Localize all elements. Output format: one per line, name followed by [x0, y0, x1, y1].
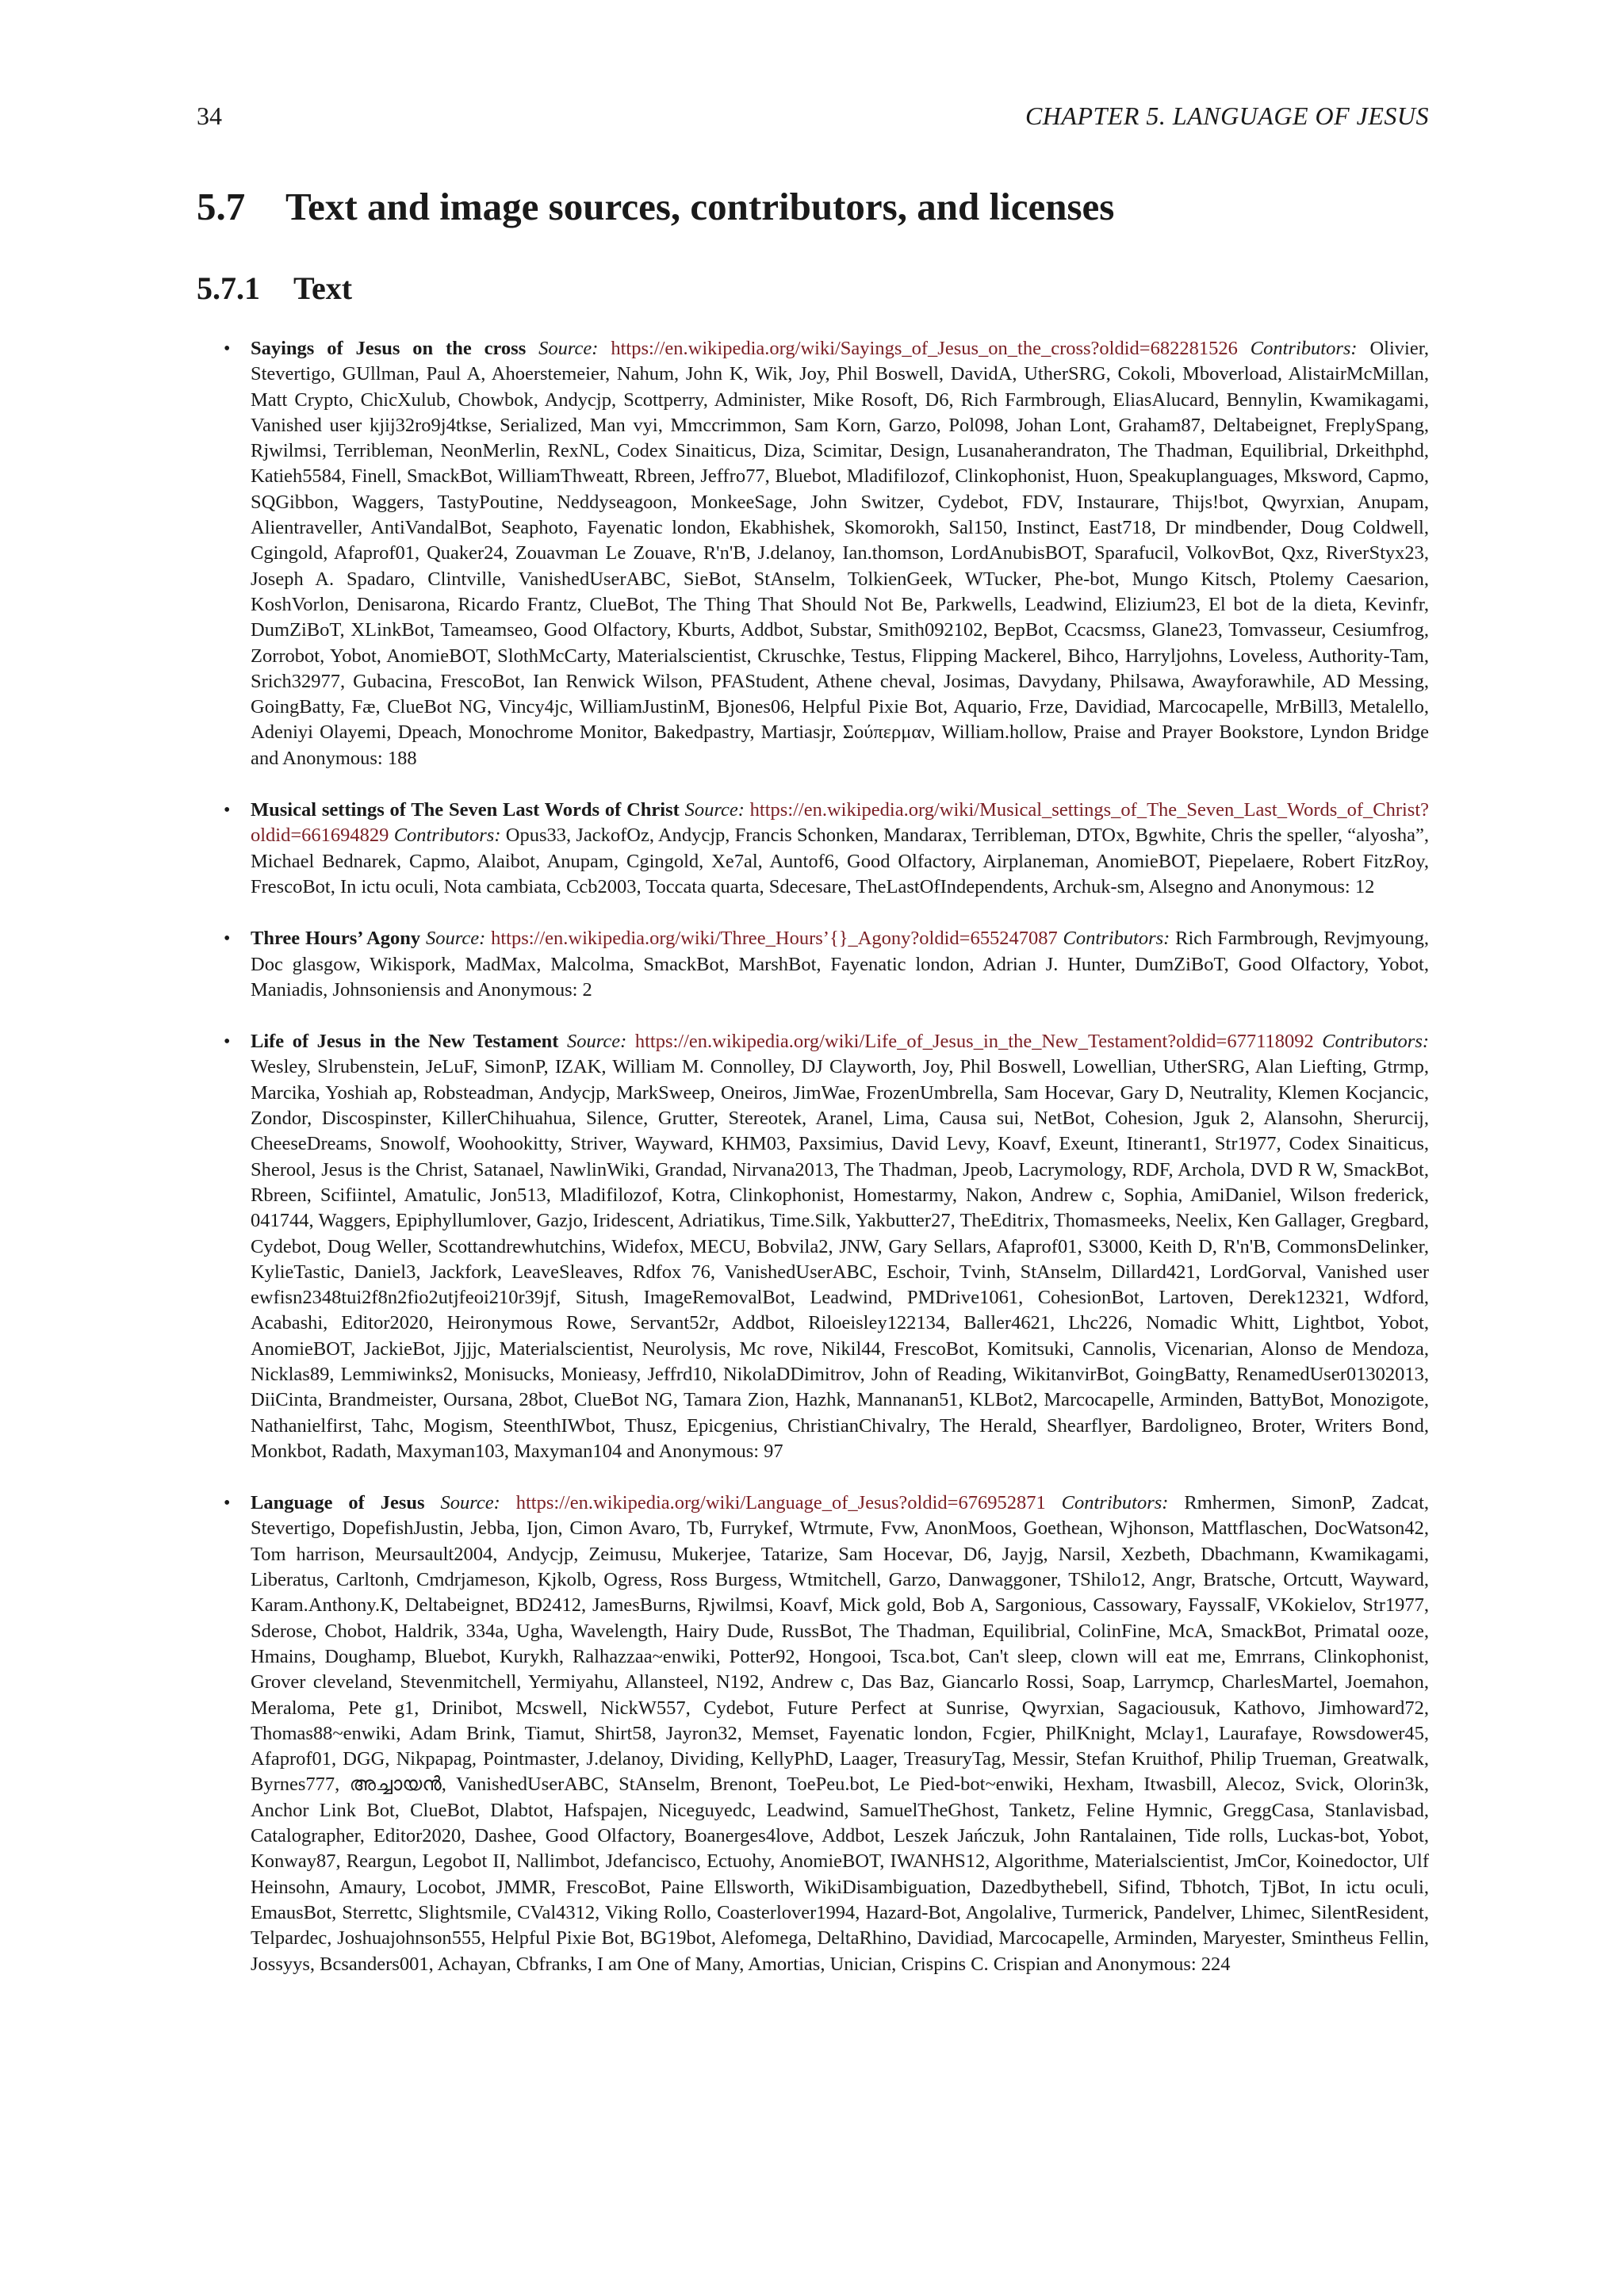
- contributors-label: Contributors:: [1063, 928, 1170, 950]
- text-sources-list: [220, 336, 1429, 2003]
- source-label: Source:: [684, 799, 745, 821]
- entry-title: Musical settings of The Seven Last Words of Christ: [251, 799, 680, 821]
- source-link[interactable]: https://en.wikipedia.org/wiki/Language_of_Jesus?oldid=676952871: [515, 1492, 1046, 1514]
- source-entry: [220, 1490, 1429, 1977]
- entry-title: Language of Jesus: [251, 1492, 425, 1514]
- contributors-label: Contributors:: [1250, 338, 1358, 359]
- entry-title: Three Hours’ Agony: [251, 928, 421, 950]
- source-entry: [220, 926, 1429, 1003]
- entry-title: Sayings of Jesus on the cross: [251, 338, 527, 359]
- source-entry: [220, 336, 1429, 771]
- contributors-text: Olivier, Stevertigo, GUllman, Paul A, Ahoerstemeier, Nahum, John K, Wik, Joy, Phil Boswell, DavidA, UtherSRG, Cokoli, Mboverload, AlistairMcMillan, Matt Crypto, ChicXulub, Chowbok, Andycjp, Scottperry, Administer, Mike Rosoft, D6, Rich Farmbrough, EliasAlucard, Bennylin, Kwamikagami, Vanished user kjij32ro9j4tkse, Serialized, Man vyi, Mmccrimmon, Sam Korn, Garzo, Pol098, Johan Lont, Graham87, Deltabeignet, FreplySpang, Rjwilmsi, Terribleman, NeonMerlin, RexNL, Codex Sinaiticus, Diza, Scimitar, Design, Lusanaherandraton, The Thadman, Equilibrial, Drkeithphd, Katieh5584, Finell, SmackBot, WilliamThweatt, Rbreen, Jeffro77, Bluebot, Mladifilozof, Clinkophonist, Huon, Speakuplanguages, Mksword, Capmo, SQGibbon, Waggers, TastyPoutine, Neddyseagoon, MonkeeSage, John Switzer, Cydebot, FDV, Instaurare, Thijs!bot, Qwyrxian, Anupam, Alientraveller, AntiVandalBot, Seaphoto, Fayenatic london, Ekabhishek, Skomorokh, Sal150, Instinct, East718, Dr mindbender, Doug Coldwell, Cgingold, Afaprof01, Quaker24, Zouavman Le Zouave, R'n'B, J.delanoy, Ian.thomson, LordAnubisBOT, Sparafucil, VolkovBot, Qxz, RiverStyx23, Joseph A. Spadaro, Clintville, VanishedUserABC, SieBot, StAnselm, TolkienGeek, WTucker, Phe-bot, Mungo Kitsch, Ptolemy Caesarion, KoshVorlon, Denisarona, Ricardo Frantz, ClueBot, The Thing That Should Not Be, Parkwells, Leadwind, Elizium23, El bot de la dieta, Kevinfr, DumZiBoT, XLinkBot, Tameamseo, Good Olfactory, Kburts, Addbot, Substar, Smith092102, BepBot, Ccacsmss, Glane23, Tomvasseur, Cesiumfrog, Zorrobot, Yobot, AnomieBOT, SlothMcCarty, Materialscientist, Ckruschke, Testus, Flipping Mackerel, Bihco, Harryljohns, Loveless, Authority-Tam, Srich32977, Gubacina, FrescoBot, Ian Renwick Wilson, PFAStudent, Athene cheval, Josimas, Davydany, Philsawa, Awayforawhile, AD Messing, GoingBatty, Fæ, ClueBot NG, Vincy4jc, WilliamJustinM, Bjones06, Helpful Pixie Bot, Aquario, Frze, Davidiad, Marcocapelle, MrBill3, Metalello, Adeniyi Olayemi, Dpeach, Monochrome Monitor, Bakedpastry, Martiasjr, Σούπερμαν, William.hollow, Praise and Prayer Bookstore, Lyndon Bridge and Anonymous: 188: [251, 338, 1430, 769]
- bullet-icon: •: [224, 1493, 231, 1514]
- contributors-text: Rich Farmbrough, Revjmyoung, Doc glasgow, Wikispork, MadMax, Malcolma, SmackBot, MarshBot, Fayenatic london, Adrian J. Hunter, DumZiBoT, Good Olfactory, Yobot, Maniadis, Johnsoniensis and Anonymous: 2: [251, 928, 1429, 1001]
- contributors-text: Wesley, Slrubenstein, JeLuF, SimonP, IZAK, William M. Connolley, DJ Clayworth, Joy, Phil Boswell, Lowellian, UtherSRG, Alan Liefting, Gtrmp, Marcika, Yoshiah ap, Robsteadman, Andycjp, MarkSweep, Oneiros, JimWae, FrozenUmbrella, Sam Hocevar, Gary D, Neutrality, Klemen Kocjancic, Zondor, Discospinster, KillerChihuahua, Silence, Grutter, Stereotek, Aranel, Lima, Causa sui, NetBot, Cohesion, Jguk 2, Alansohn, Sherurcij, CheeseDreams, Snowolf, Woohookitty, Striver, Wayward, KHM03, Paxsimius, David Levy, Koavf, Exeunt, Itinerant1, Str1977, Codex Sinaiticus, Sherool, Jesus is the Christ, Satanael, NawlinWiki, Grandad, Nirvana2013, The Thadman, Jpeob, Lacrymology, RDF, Archola, DVD R W, SmackBot, Rbreen, Scifiintel, Amatulic, Jon513, Mladifilozof, Kotra, Clinkophonist, Homestarmy, Nakon, Andrew c, Sophia, AmiDaniel, Wilson frederick, 041744, Waggers, Epiphyllumlover, Gazjo, Iridescent, Adriatikus, Time.Silk, Yakbutter27, TheEditrix, Thomasmeeks, Neelix, Ken Gallager, Gregbard, Cydebot, Doug Weller, Scottandrewhutchins, Widefox, MECU, Bobvila2, JNW, Gary Sellars, Afaprof01, S3000, Keith D, R'n'B, CommonsDelinker, KylieTastic, Daniel3, Jackfork, LeaveSleaves, Rdfox 76, VanishedUserABC, Eschoir, Tvinh, StAnselm, Dillard421, LordGorval, Vanished user ewfisn2348tui2f8n2fio2utjfeoi210r39jf, Sitush, ImageRemovalBot, Leadwind, PMDrive1061, CohesionBot, Lartoven, Derek12321, Wdford, Acabashi, Editor2020, Heironymous Rowe, Servant52r, Addbot, Riloeisley122134, Baller4621, Lhc226, Nomadic Whitt, Lightbot, Yobot, AnomieBOT, JackieBot, Jjjjc, Materialscientist, Neurolysis, Mc rove, Nikil44, FrescoBot, Komitsuki, Cannolis, Vicenarian, Alonso de Mendoza, Nicklas89, Lemmiwinks2, Monisucks, Monieasy, Jeffrd10, NikolaDDimitrov, John of Reading, WikitanvirBot, GoingBatty, RenamedUser01302013, DiiCinta, Brandmeister, Oursana, 28bot, ClueBot NG, Tamara Zion, Hazhk, Mannanan51, KLBot2, Marcocapelle, Arminden, BattyBot, Monozigote, Nathanielfirst, Tahc, Mogism, SteenthIWbot, Thusz, Epicgenius, ChristianChivalry, The Herald, Shearflyer, Bardoligneo, Broter, Writers Bond, Monkbot, Radath, Maxyman103, Maxyman104 and Anonymous: 97: [251, 1056, 1429, 1462]
- subsection-title: [197, 270, 352, 307]
- source-link[interactable]: https://en.wikipedia.org/wiki/Sayings_of_Jesus_on_the_cross?oldid=682281526: [611, 338, 1238, 359]
- contributors-label: Contributors:: [1322, 1031, 1430, 1053]
- section-title-text: Text and image sources, contributors, and licenses: [285, 185, 1115, 228]
- source-entry: [220, 798, 1429, 900]
- running-head: CHAPTER 5. LANGUAGE OF JESUS: [1025, 101, 1429, 130]
- source-link[interactable]: https://en.wikipedia.org/wiki/Three_Hours’{}_Agony?oldid=655247087: [491, 928, 1058, 950]
- contributors-label: Contributors:: [393, 825, 501, 847]
- page-header: [197, 101, 1429, 140]
- source-entry: [220, 1029, 1429, 1464]
- contributors-text: Rmhermen, SimonP, Zadcat, Stevertigo, DopefishJustin, Jebba, Ijon, Cimon Avaro, Tb, Furrykef, Wtrmute, Fvw, AnonMoos, Goethean, Wjhonson, Mattflaschen, DocWatson42, Tom harrison, Meursault2004, Andycjp, Zeimusu, Mukerjee, Tatarize, Sam Hocevar, D6, Jayjg, Narsil, Xezbeth, Dbachmann, Kwamikagami, Liberatus, Carltonh, Cmdrjameson, Kjkolb, Ogress, Ross Burgess, Wtmitchell, Garzo, Danwaggoner, TShilo12, Angr, Bratsche, Ortcutt, Wayward, Karam.Anthony.K, Deltabeignet, BD2412, JamesBurns, Rjwilmsi, Koavf, Mick gold, Bob A, Sargonious, Cassowary, FayssalF, VKokielov, Str1977, Sderose, Chobot, Haldrik, 334a, Ugha, Wavelength, Hairy Dude, RussBot, The Thadman, Equilibrial, ColinFine, McA, SmackBot, Primatal ooze, Hmains, Doughamp, Bluebot, Kurykh, Ralhazzaa~enwiki, Potter92, Hongooi, Tsca.bot, Can't sleep, clown will eat me, Emrrans, Clinkophonist, Grover cleveland, Stevenmitchell, Yermiyahu, Allansteel, N192, Andrew c, Das Baz, Giancarlo Rossi, Soap, Larrymcp, CharlesMartel, Joemahon, Meraloma, Pete g1, Drinibot, Mcswell, NickW557, Cydebot, Future Perfect at Sunrise, Qwyrxian, Sagaciousuk, Kathovo, Jimhoward72, Thomas88~enwiki, Adam Brink, Tiamut, Shirt58, Jayron32, Memset, Fayenatic london, Fcgier, PhilKnight, Mclay1, Laurafaye, Rowsdower45, Afaprof01, DGG, Nikpapag, Pointmaster, J.delanoy, Dividing, KellyPhD, Laager, TreasuryTag, Messir, Stefan Kruithof, Philip Trueman, Greatwalk, Byrnes777, അച്ചായൻ, VanishedUserABC, StAnselm, Brenont, ToePeu.bot, Le Pied-bot~enwiki, Hexham, Itwasbill, Alecoz, Svick, Olorin3k, Anchor Link Bot, ClueBot, Dlabtot, Hafspajen, Niceguyedc, Leadwind, SamuelTheGhost, Tanketz, Feline Hymnic, GreggCasa, Stanlavisbad, Catalographer, Editor2020, Dashee, Good Olfactory, Boanerges4love, Addbot, Leszek Jańczuk, John Rantalainen, Tide rolls, Luckas-bot, Yobot, Konway87, Reargun, Legobot II, Nallimbot, Jdefancisco, Ectuohy, AnomieBOT, IWANHS12, Algorithme, Materialscientist, JmCor, Koinedoctor, Ulf Heinsohn, Amaury, Locobot, JMMR, FrescoBot, Paine Ellsworth, WikiDisambiguation, Dazedbythebell, Sifind, Tbhotch, TjBot, In ictu oculi, EmausBot, Sterrettc, Slightsmile, CVal4312, Viking Rollo, Coasterlover1994, Hazard-Bot, Angolalive, Turmerick, Pandelver, Lhimec, SilentResident, Telpardec, Joshuajohnson555, Helpful Pixie Bot, BG19bot, Alefomega, DeltaRhino, Davidiad, Marcocapelle, Arminden, Maryester, Smintheus Fellin, Jossyys, Bcsanders001, Achayan, Cbfranks, I am One of Many, Amortias, Unician, Crispins C. Crispian and Anonymous: 224: [251, 1492, 1430, 1975]
- source-link[interactable]: https://en.wikipedia.org/wiki/Musical_settings_of_The_Seven_Last_Words_of_Christ?oldid=661694829: [251, 799, 1429, 847]
- source-link[interactable]: https://en.wikipedia.org/wiki/Life_of_Jesus_in_the_New_Testament?oldid=677118092: [634, 1031, 1314, 1053]
- subsection-title-text: Text: [293, 270, 353, 306]
- subsection-number: 5.7.1: [197, 270, 260, 306]
- source-label: Source:: [567, 1031, 627, 1053]
- bullet-icon: •: [224, 339, 231, 359]
- entry-title: Life of Jesus in the New Testament: [251, 1031, 559, 1053]
- source-label: Source:: [425, 928, 486, 950]
- section-number: 5.7: [197, 185, 246, 228]
- bullet-icon: •: [224, 1031, 231, 1053]
- contributors-text: Opus33, JackofOz, Andycjp, Francis Schonken, Mandarax, Terribleman, DTOx, Bgwhite, Chris the speller, “alyosha”, Michael Bednarek, Capmo, Alaibot, Anupam, Cgingold, Xe7al, Auntof6, Good Olfactory, Airplaneman, AnomieBOT, Piepelaere, Robert FitzRoy, FrescoBot, In ictu oculi, Nota cambiata, Ccb2003, Toccata quarta, Sdecesare, TheLastOfIndependents, Archuk-sm, Alsegno and Anonymous: 12: [251, 825, 1429, 897]
- source-label: Source:: [538, 338, 599, 359]
- page-number: 34: [197, 101, 222, 130]
- contributors-label: Contributors:: [1061, 1492, 1169, 1514]
- bullet-icon: •: [224, 928, 231, 950]
- section-title: [197, 184, 1114, 229]
- bullet-icon: •: [224, 800, 231, 821]
- source-label: Source:: [440, 1492, 500, 1514]
